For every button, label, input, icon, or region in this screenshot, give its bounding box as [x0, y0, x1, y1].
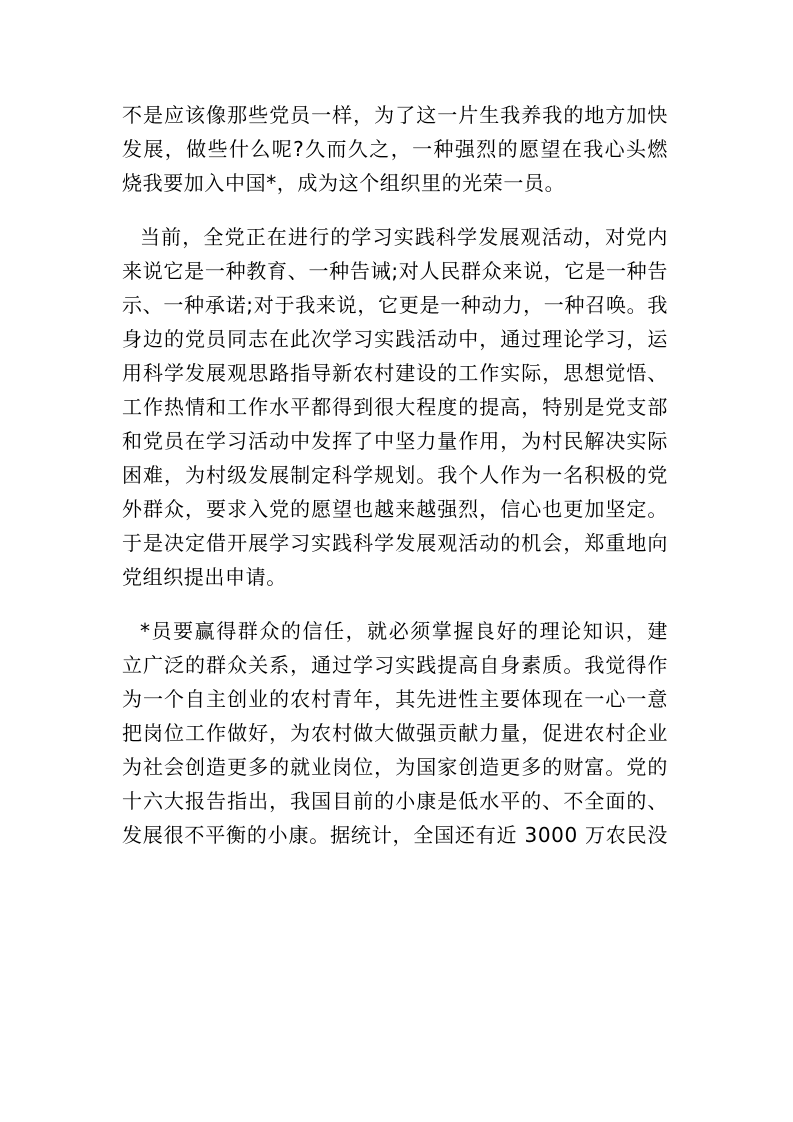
- text-line: 烧我要加入中国*，成为这个组织里的光荣一员。: [122, 171, 566, 195]
- text-line: 发展，做些什么呢?久而久之，一种强烈的愿望在我心头燃: [122, 137, 668, 161]
- text-line: 为社会创造更多的就业岗位，为国家创造更多的财富。党的: [122, 755, 668, 779]
- text-line: 党组织提出申请。: [122, 565, 287, 589]
- text-line: 来说它是一种教育、一种告诫;对人民群众来说，它是一种告: [122, 259, 668, 283]
- text-line: 把岗位工作做好，为农村做大做强贡献力量，促进农村企业: [122, 721, 668, 745]
- text-line: 不是应该像那些党员一样，为了这一片生我养我的地方加快: [122, 103, 668, 127]
- paragraph-spacing: [122, 594, 668, 614]
- document-body: [122, 98, 668, 852]
- text-line: 身边的党员同志在此次学习实践活动中，通过理论学习，运: [122, 327, 668, 351]
- paragraph-2: [122, 220, 668, 594]
- text-line: 发展很不平衡的小康。据统计，全国还有近 3000 万农民没: [122, 823, 668, 847]
- text-line: 为一个自主创业的农村青年，其先进性主要体现在一心一意: [122, 687, 668, 711]
- text-line: 和党员在学习活动中发挥了中坚力量作用，为村民解决实际: [122, 429, 668, 453]
- paragraph-spacing: [122, 200, 668, 220]
- text-line: 立广泛的群众关系，通过学习实践提高自身素质。我觉得作: [122, 653, 668, 677]
- text-line: 十六大报告指出，我国目前的小康是低水平的、不全面的、: [122, 789, 668, 813]
- text-line: 困难，为村级发展制定科学规划。我个人作为一名积极的党: [122, 463, 668, 487]
- text-line: 工作热情和工作水平都得到很大程度的提高，特别是党支部: [122, 395, 668, 419]
- text-line: *员要赢得群众的信任，就必须掌握良好的理论知识，建: [140, 619, 668, 643]
- text-line: 当前，全党正在进行的学习实践科学发展观活动，对党内: [140, 225, 668, 249]
- text-line: 示、一种承诺;对于我来说，它更是一种动力，一种召唤。我: [122, 293, 668, 317]
- text-line: 于是决定借开展学习实践科学发展观活动的机会，郑重地向: [122, 531, 668, 555]
- paragraph-3: [122, 614, 668, 852]
- paragraph-1: [122, 98, 668, 200]
- text-line: 用科学发展观思路指导新农村建设的工作实际，思想觉悟、: [122, 361, 668, 385]
- text-line: 外群众，要求入党的愿望也越来越强烈，信心也更加坚定。: [122, 497, 668, 521]
